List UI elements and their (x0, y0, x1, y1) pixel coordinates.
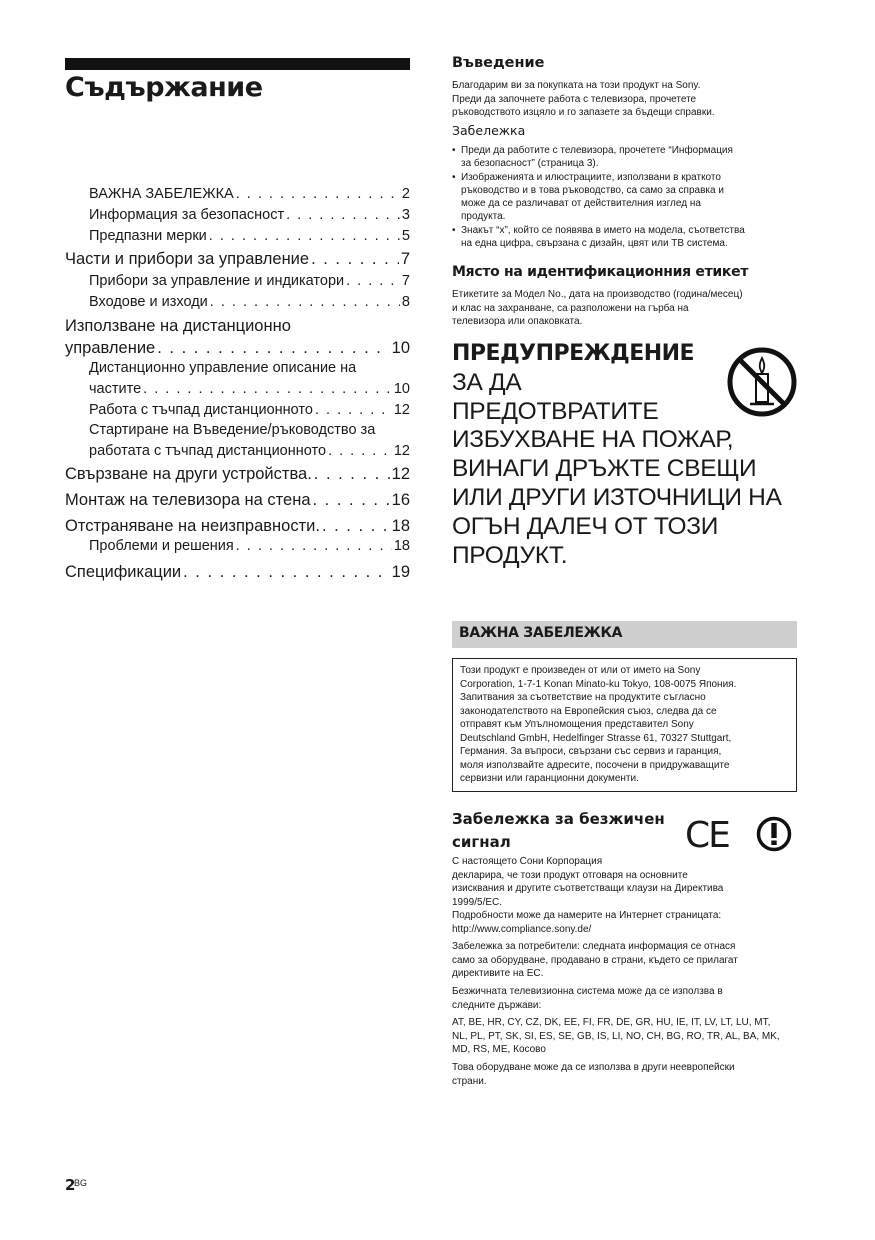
important-notice-text: Този продукт е произведен от или от името на Sony Corporation, 1-7-1 Konan Minato-ku Tokyo, 108-0075 Япония. Запитвания за съответствие на продуктите съгласно законодателството на Европейския съюз, следва да се отправят към Упълномощения представител Sony Deutschland GmbH, Hedelfinger Strasse 61, 70327 Stuttgart, Германия. За въпроси, свързани със сервиз и гаранция, моля използвайте адресите, посочени в придружаващите сервизни или гаранционни документи. (460, 665, 737, 784)
toc-entry[interactable] (89, 443, 410, 463)
toc-entry-label: Отстраняване на неизправности. (65, 517, 320, 535)
toc-entry-page: 8 (401, 294, 410, 310)
toc-entry[interactable] (89, 186, 410, 206)
toc-entry-page: 12 (393, 443, 410, 459)
toc-entry[interactable] (89, 381, 410, 401)
toc-entry[interactable] (65, 491, 410, 513)
toc-entry-page: 2 (401, 186, 410, 202)
wireless-para-1: С настоящето Сони Корпорация декларира, че този продукт отговаря на основните изисквания и другите съответстващи клаузи на Директива 1999/5/EC. Подробности може да намерите на Интернет страницата: http://www.compliance.sony.de/ (452, 856, 724, 935)
toc-entry-label-line1[interactable]: Дистанционно управление описание на (89, 360, 357, 376)
ce-mark-icon: CE (685, 815, 729, 856)
toc-entry[interactable] (89, 207, 410, 227)
toc-entry[interactable] (65, 563, 410, 585)
toc-entry-label: Входове и изходи (89, 294, 208, 310)
intro-text: Благодарим ви за покупката на този продукт на Sony. Преди да започнете работа с телевизора, прочетете ръководството изцяло и го запазете за бъдещи справки. (452, 80, 715, 118)
toc-entry-label: Информация за безопасност (89, 207, 285, 223)
note-title: Забележка (452, 123, 526, 138)
toc-entry[interactable] (89, 402, 410, 422)
toc-entry-page: 18 (393, 538, 410, 554)
toc-entry-label: Проблеми и решения (89, 538, 234, 554)
toc-entry-page: 7 (400, 250, 410, 268)
toc-entry-label: работата с тъчпад дистанционното (89, 443, 327, 459)
toc-entry-page: 12 (393, 402, 410, 418)
toc-entry[interactable] (89, 228, 410, 248)
toc-entry[interactable] (65, 517, 410, 539)
toc-entry-label: Части и прибори за управление (65, 250, 310, 268)
toc-entry-label-line1[interactable]: Стартиране на Въведение/ръководство за (89, 422, 376, 438)
toc-entry-label: Спецификации (65, 563, 182, 581)
toc-entry-label: Работа с тъчпад дистанционното (89, 402, 313, 418)
toc-entry-page: 12 (391, 465, 410, 483)
note-bullet: • Знакът “x”, който се появява в името на модела, съответства на една цифра, свързана с дизайн, цвят или ТВ система. (452, 224, 797, 251)
alert-circle-icon (756, 816, 792, 852)
note-bullets (452, 144, 797, 250)
label-location-text: Етикетите за Модел No., дата на производство (година/месец) и клас на захранване, са разположени на гърба на телевизора или опаковката. (452, 289, 743, 327)
toc-title: Съдържание (65, 72, 263, 103)
fire-warning: ПРЕДУПРЕЖДЕНИЕ ЗА ДА ПРЕДОТВРАТИТЕ ИЗБУХВАНЕ НА ПОЖАР, ВИНАГИ ДРЪЖТЕ СВЕЩИ ИЛИ ДРУГИ ИЗТОЧНИЦИ НА ОГЪН ДАЛЕЧ ОТ ТОЗИ ПРОДУКТ. (452, 340, 797, 570)
toc-entry-label: Предпазни мерки (89, 228, 207, 244)
toc-header-bar (65, 58, 410, 70)
toc-entry[interactable] (89, 294, 410, 314)
wireless-title: Забележка за безжичен сигнал (452, 810, 665, 851)
note-bullet: • Преди да работите с телевизора, прочетете “Информация за безопасност” (страница 3). (452, 144, 797, 171)
toc-entry[interactable] (89, 273, 410, 293)
toc-entry-page: 10 (391, 339, 410, 357)
label-location-title: Място на идентификационния етикет (452, 264, 749, 280)
toc-entry-page: 7 (401, 273, 410, 289)
toc-entry-page: 19 (391, 563, 410, 581)
toc-entry-page: 5 (401, 228, 410, 244)
intro-title: Въведение (452, 55, 545, 71)
toc-entry[interactable] (65, 465, 410, 487)
toc-entry-label: управление (65, 339, 156, 357)
page-number: 2 (65, 1176, 76, 1194)
wireless-para-3: Безжичната телевизионна система може да се използва в следните държави: (452, 986, 723, 1011)
toc-entry-label: частите (89, 381, 142, 397)
toc-entry-page: 3 (401, 207, 410, 223)
page-language-suffix: BG (74, 1178, 88, 1188)
toc-entry[interactable] (65, 250, 410, 272)
toc-entry-page: 10 (393, 381, 410, 397)
toc-entry-page: 18 (391, 517, 410, 535)
wireless-para-2: Забележка за потребители: следната информация се отнася само за оборудване, продавано в страни, където се прилагат директивите на ЕС. (452, 941, 738, 979)
warning-heading: ПРЕДУПРЕЖДЕНИЕ (452, 341, 695, 366)
no-candle-icon (726, 346, 798, 418)
wireless-para-5: Това оборудване може да се използва в други неевропейски страни. (452, 1062, 735, 1087)
toc-entry-page: 16 (391, 491, 410, 509)
toc-entry-label: Прибори за управление и индикатори (89, 273, 345, 289)
important-notice-title: ВАЖНА ЗАБЕЛЕЖКА (459, 625, 623, 641)
note-bullet: • Изображенията и илюстрациите, използвани в краткото ръководство и в това ръководство, са само за справка и може да се различават от действителния изглед на продукта. (452, 171, 797, 224)
toc-entry[interactable] (89, 538, 410, 558)
country-list: AT, BE, HR, CY, CZ, DK, EE, FI, FR, DE, GR, HU, IE, IT, LV, LT, LU, MT, NL, PL, PT, SK, SI, ES, SE, GB, IS, LI, NO, CH, BG, RO, TR, AL, BA, MK, MD, RS, ME, Косово (452, 1017, 780, 1055)
toc-entry[interactable] (65, 339, 410, 361)
toc-entry-label: Монтаж на телевизора на стена (65, 491, 311, 509)
toc-entry-label: Свързване на други устройства. (65, 465, 312, 483)
toc-entry-label: ВАЖНА ЗАБЕЛЕЖКА (89, 186, 234, 202)
toc-entry-label-line1[interactable]: Използване на дистанционно (65, 317, 291, 335)
